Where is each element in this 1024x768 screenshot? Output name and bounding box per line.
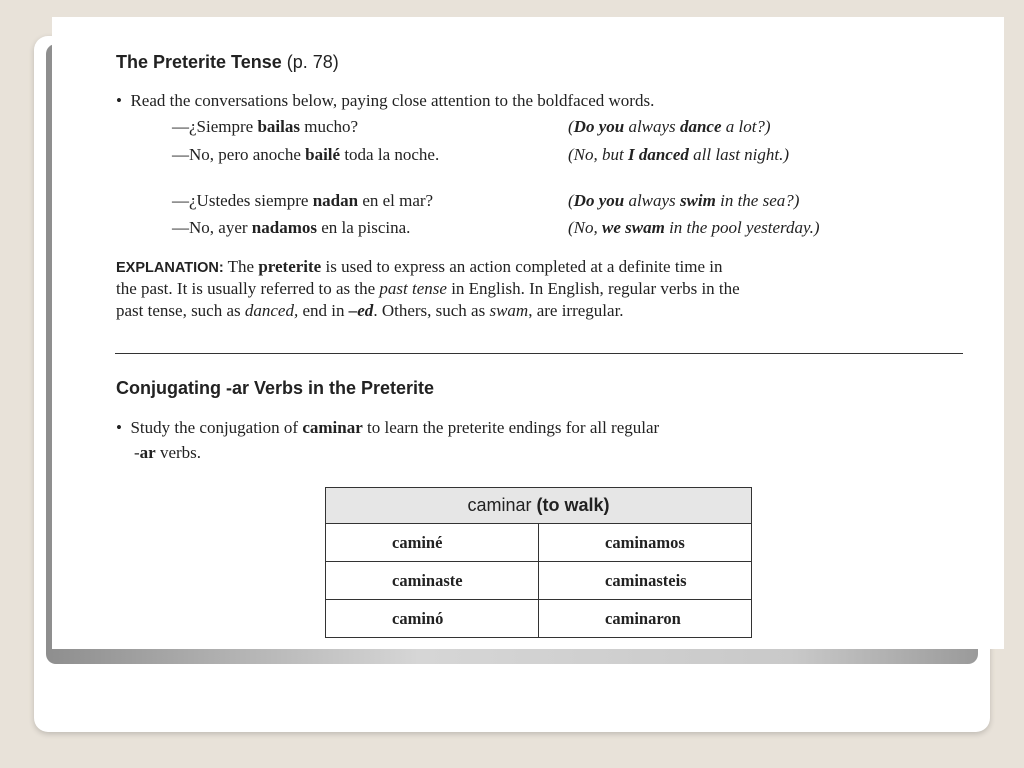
text-run: Do you <box>573 117 625 136</box>
text-run: caminar <box>302 418 363 437</box>
text-run: swim <box>679 191 716 210</box>
text-run: . Others, such as <box>373 301 490 320</box>
bullet-dot: • <box>116 418 122 437</box>
dialogue-es-3 <box>172 190 433 212</box>
text-run: —No, pero anoche <box>172 145 306 164</box>
table-row <box>326 524 752 562</box>
header-verb: caminar <box>467 495 532 515</box>
page-reference: (p. 78) <box>286 52 339 72</box>
dialogue-es-1 <box>172 116 358 138</box>
text-run: ar <box>139 443 156 462</box>
title-text: The Preterite Tense <box>116 52 282 72</box>
dialogue-es-4 <box>172 217 410 239</box>
text-run: mucho? <box>299 117 359 136</box>
text-run: nadan <box>312 191 359 210</box>
conjugation-table <box>325 487 752 638</box>
dialogue-en-3 <box>568 190 799 212</box>
text-run: Study the conjugation of <box>130 418 303 437</box>
conjugation-vosotros: caminasteis <box>539 562 752 600</box>
table-header <box>326 488 752 524</box>
dialogue-en-2 <box>568 144 789 166</box>
conjugation-nosotros: caminamos <box>539 524 752 562</box>
bullet-text-line-1 <box>130 418 659 437</box>
text-run: nadamos <box>251 218 317 237</box>
text-run: to learn the preterite endings for all regular <box>362 418 660 437</box>
text-run: bailé <box>305 145 341 164</box>
conjugation-el: caminó <box>326 600 539 638</box>
text-run: Do you <box>573 191 625 210</box>
text-run: past tense, such as <box>116 301 245 320</box>
text-run: —No, ayer <box>172 218 252 237</box>
text-run: danced, <box>244 301 299 320</box>
bullet-study-conjugation <box>116 417 659 439</box>
text-run: en la piscina. <box>316 218 411 237</box>
text-run: past tense <box>379 279 447 298</box>
header-gloss: (to walk) <box>536 495 610 515</box>
explanation-line-1 <box>116 256 723 279</box>
text-run: the past. It is usually referred to as the <box>116 279 380 298</box>
text-run: always <box>624 191 680 210</box>
text-run: we swam <box>602 218 665 237</box>
text-run: - <box>134 443 140 462</box>
text-run: en el mar? <box>358 191 434 210</box>
text-run: ( <box>568 191 574 210</box>
text-run: swam <box>489 301 529 320</box>
text-run: —¿Siempre <box>172 117 258 136</box>
conjugation-tu: caminaste <box>326 562 539 600</box>
bullet-dot: • <box>116 91 122 110</box>
section-title-conjugating: Conjugating -ar Verbs in the Preterite <box>116 378 435 398</box>
bullet-text-line-2 <box>134 442 201 464</box>
bullet-text: Read the conversations below, paying close attention to the boldfaced words. <box>130 91 655 110</box>
dialogue-en-1 <box>568 116 771 138</box>
textbook-page <box>52 17 1004 649</box>
text-run: end in <box>298 301 349 320</box>
text-run: dance <box>679 117 722 136</box>
text-run: —¿Ustedes siempre <box>172 191 313 210</box>
dialogue-es-2 <box>172 144 439 166</box>
text-run: a lot?) <box>721 117 771 136</box>
text-run: (No, <box>568 218 602 237</box>
text-run: in the sea?) <box>715 191 800 210</box>
text-run: , are irregular. <box>528 301 624 320</box>
bullet-read-conversations <box>116 90 654 112</box>
explanation-line-3 <box>116 300 624 322</box>
text-run: in the pool yesterday.) <box>664 218 820 237</box>
text-run: (No, but <box>568 145 628 164</box>
section-title-preterite <box>116 52 339 73</box>
conjugation-ellos: caminaron <box>539 600 752 638</box>
text-run: toda la noche. <box>340 145 440 164</box>
text-run: bailas <box>257 117 300 136</box>
text-run: verbs. <box>155 443 202 462</box>
text-run: I danced <box>627 145 689 164</box>
table-row <box>326 600 752 638</box>
text-run: preterite <box>258 257 322 276</box>
conjugation-yo: caminé <box>326 524 539 562</box>
text-run: –ed <box>348 301 374 320</box>
text-run: is used to express an action completed at a definite time in <box>321 257 723 276</box>
table-row <box>326 562 752 600</box>
text-run: always <box>624 117 680 136</box>
text-run: in English. In English, regular verbs in the <box>446 279 740 298</box>
text-run: ( <box>568 117 574 136</box>
text-run: all last night.) <box>688 145 790 164</box>
explanation-line-2 <box>116 278 740 300</box>
explanation-text-1 <box>224 257 723 276</box>
text-run: The <box>223 257 259 276</box>
dialogue-en-4 <box>568 217 820 239</box>
explanation-label: EXPLANATION: <box>116 260 224 276</box>
section-divider <box>115 353 963 354</box>
